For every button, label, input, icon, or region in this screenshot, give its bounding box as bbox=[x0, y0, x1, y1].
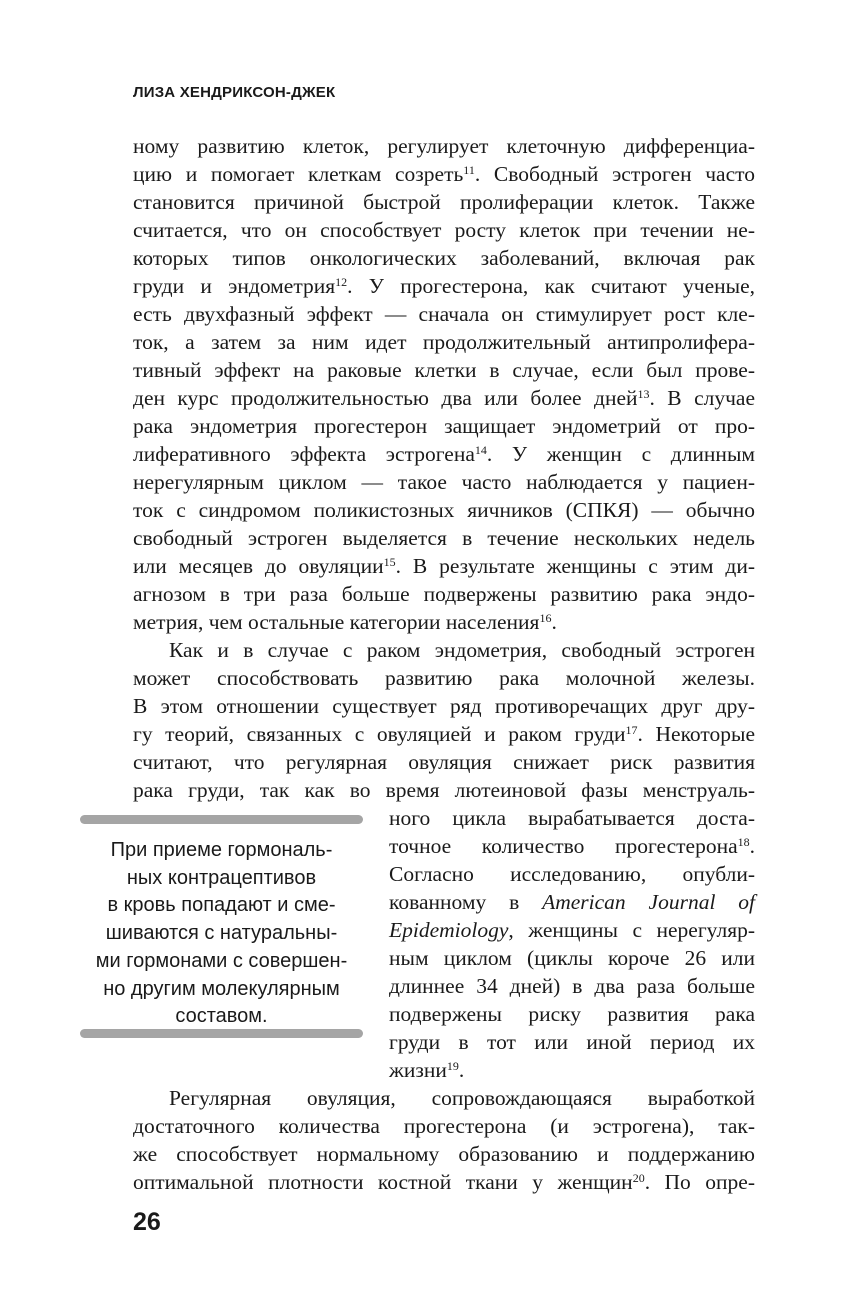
footnote-ref: 20 bbox=[632, 1171, 645, 1185]
body-line: может способствовать развитию рака молочной железы. bbox=[133, 666, 755, 690]
page-number: 26 bbox=[133, 1208, 161, 1236]
body-line: Согласно исследованию, опубли- bbox=[389, 862, 755, 886]
body-line: рака груди, так как во время лютеиновой фазы менструаль- bbox=[133, 778, 755, 802]
body-line: становится причиной быстрой пролиферации клеток. Также bbox=[133, 190, 755, 214]
body-line: лиферативного эффекта эстрогена$^{14}$. У женщин с длинным bbox=[133, 442, 755, 466]
body-line: рака эндометрия прогестерон защищает эндометрий от про- bbox=[133, 414, 755, 438]
body-line: тивный эффект на раковые клетки в случае, если был прове- bbox=[133, 358, 755, 382]
sidebar-line: составом. bbox=[175, 1005, 268, 1028]
sidebar-bottom-rule bbox=[80, 1029, 363, 1038]
footnote-ref: 18 bbox=[737, 835, 750, 849]
sidebar-line: в кровь попадают и сме- bbox=[107, 894, 336, 917]
body-line: длиннее 34 дней) в два раза больше bbox=[389, 974, 755, 998]
body-line: В этом отношении существует ряд противоречащих друг дру- bbox=[133, 694, 755, 718]
body-line: свободный эстроген выделяется в течение нескольких недель bbox=[133, 526, 755, 550]
body-line: же способствует нормальному образованию и поддержанию bbox=[133, 1142, 755, 1166]
body-line: Как и в случае с раком эндометрия, свободный эстроген bbox=[169, 638, 755, 662]
body-line: метрия, чем остальные категории населения$^{16}$. bbox=[133, 610, 557, 634]
body-line: ток, а затем за ним идет продолжительный антипролифера- bbox=[133, 330, 755, 354]
sidebar-line: шиваются с натуральны- bbox=[105, 922, 338, 945]
body-line: считается, что он способствует росту клеток при течении не- bbox=[133, 218, 755, 242]
footnote-ref: 11 bbox=[463, 163, 475, 177]
sidebar-line: При приеме гормональ- bbox=[110, 839, 333, 861]
body-line: оптимальной плотности костной ткани у женщин$^{20}$. По опре- bbox=[133, 1170, 755, 1194]
body-line: Epidemiology, женщины с нерегуляр- bbox=[389, 918, 755, 942]
sidebar-line: но другим молекулярным bbox=[103, 977, 340, 1000]
sidebar-callout bbox=[80, 815, 363, 1038]
body-line: жизни$^{19}$. bbox=[389, 1058, 465, 1082]
body-line: ток с синдромом поликистозных яичников (СПКЯ) — обычно bbox=[133, 498, 755, 522]
sidebar-text bbox=[80, 837, 363, 1031]
footnote-ref: 17 bbox=[625, 723, 638, 737]
body-line: считают, что регулярная овуляция снижает риск развития bbox=[133, 750, 755, 774]
body-line: или месяцев до овуляции$^{15}$. В результате женщины с этим ди- bbox=[133, 554, 755, 578]
footnote-ref: 14 bbox=[474, 443, 487, 457]
body-line: кованному в American Journal of bbox=[389, 890, 755, 914]
sidebar-line: ных контрацептивов bbox=[126, 866, 317, 889]
journal-title: American Journal of bbox=[542, 890, 755, 914]
footnote-ref: 19 bbox=[446, 1059, 459, 1073]
body-line: груди и эндометрия$^{12}$. У прогестерона, как считают ученые, bbox=[133, 274, 755, 298]
body-line: цию и помогает клеткам созреть$^{11}$. Свободный эстроген часто bbox=[133, 162, 755, 186]
sidebar-line: ми гормонами с совершен- bbox=[95, 949, 348, 972]
footnote-ref: 15 bbox=[383, 555, 396, 569]
running-head: ЛИЗА ХЕНДРИКСОН-ДЖЕК bbox=[133, 84, 336, 101]
body-line: есть двухфазный эффект — сначала он стимулирует рост кле- bbox=[133, 302, 755, 326]
body-line: ден курс продолжительностью два или более дней$^{13}$. В случае bbox=[133, 386, 755, 410]
footnote-ref: 16 bbox=[539, 611, 552, 625]
body-line: ным циклом (циклы короче 26 или bbox=[389, 946, 755, 970]
body-line: гу теорий, связанных с овуляцией и раком груди$^{17}$. Некоторые bbox=[133, 722, 755, 746]
body-line: агнозом в три раза больше подвержены развитию рака эндо- bbox=[133, 582, 755, 606]
journal-title: Epidemiology bbox=[389, 918, 509, 942]
footnote-ref: 13 bbox=[637, 387, 650, 401]
body-line: ному развитию клеток, регулирует клеточную дифференциа- bbox=[133, 134, 755, 158]
body-line: точное количество прогестерона$^{18}$. bbox=[389, 834, 755, 858]
body-line: которых типов онкологических заболеваний, включая рак bbox=[133, 246, 755, 270]
footnote-ref: 12 bbox=[335, 275, 348, 289]
body-line: подвержены риску развития рака bbox=[389, 1002, 755, 1026]
body-line: Регулярная овуляция, сопровождающаяся выработкой bbox=[169, 1086, 755, 1110]
body-line: достаточного количества прогестерона (и эстрогена), так- bbox=[133, 1114, 755, 1138]
body-line: нерегулярным циклом — такое часто наблюдается у пациен- bbox=[133, 470, 755, 494]
body-line: ного цикла вырабатывается доста- bbox=[389, 806, 755, 830]
sidebar-top-rule bbox=[80, 815, 363, 824]
body-line: груди в тот или иной период их bbox=[389, 1030, 755, 1054]
